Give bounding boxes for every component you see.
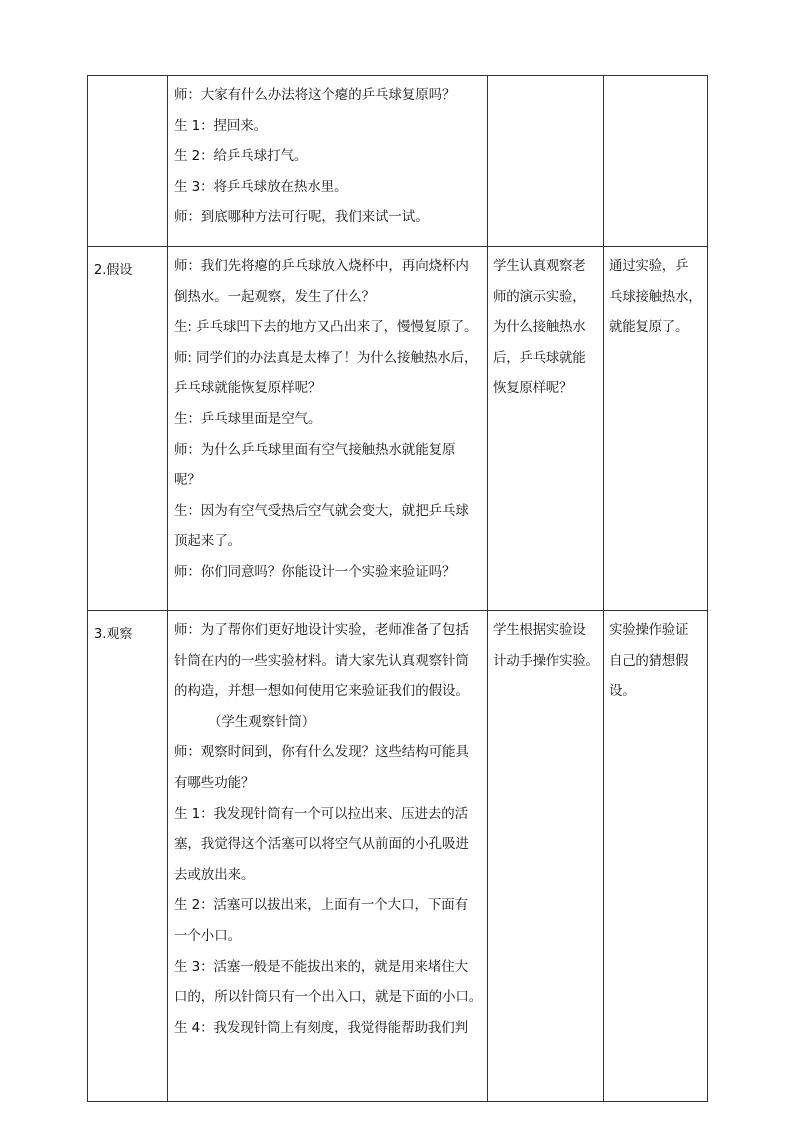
dialogue-line: 师：观察时间到，你有什么发现？这些结构可能具 (174, 744, 469, 761)
dialogue-line: 倒热水。一起观察，发生了什么？ (174, 288, 375, 305)
student-activity-line: 恢复原样呢？ (493, 380, 573, 397)
dialogue-line: 生 2：活塞可以拔出来，上面有一个大口，下面有 (174, 897, 469, 914)
dialogue-line: 生 1：我发现针筒有一个可以拉出来、压进去的活 (174, 805, 469, 822)
student-activity-cell (488, 76, 604, 247)
design-intent-line: 就能复原了。 (609, 319, 689, 336)
dialogue-line: 师：到底哪种方法可行呢，我们来试一试。 (174, 209, 429, 226)
dialogue-line: 生 3：活塞一般是不能拔出来的，就是用来堵住大 (174, 958, 469, 975)
design-intent-cell (604, 76, 708, 247)
table-row (88, 247, 708, 611)
dialogue-line: 生：乒乓球里面是空气。 (174, 410, 322, 427)
design-intent-line: 自己的猜想假 (609, 652, 689, 669)
stage-cell (88, 76, 168, 247)
dialogue-line: 有哪些功能？ (174, 774, 255, 791)
student-activity-line: 为什么接触热水 (493, 319, 586, 336)
teacher-student-dialogue-cell (168, 247, 488, 611)
dialogue-line: 师：为了帮你们更好地设计实验，老师准备了包括 (174, 622, 469, 638)
dialogue-line: 师：为什么乒乓球里面有空气接触热水就能复原 (174, 441, 456, 458)
student-activity-line: 师的演示实验， (493, 288, 586, 305)
dialogue-line: 塞，我觉得这个活塞可以将空气从前面的小孔吸进 (174, 836, 469, 853)
student-activity-line: 后，乒乓球就能 (493, 349, 586, 366)
student-activity-line: 计动手操作实验。 (493, 652, 599, 669)
dialogue-line: 顶起来了。 (174, 533, 241, 550)
design-intent-line: 通过实验，乒 (609, 258, 689, 274)
dialogue-line: （学生观察针筒） (208, 713, 316, 730)
table-row (88, 611, 708, 1102)
stage-cell: 3.观察 (88, 611, 168, 1102)
table-row (88, 76, 708, 247)
dialogue-line: 生 1：捏回来。 (174, 117, 268, 134)
teacher-student-dialogue-cell (168, 611, 488, 1102)
dialogue-line: 乒乓球就能恢复原样呢？ (174, 380, 322, 397)
design-intent-line: 实验操作验证 (609, 622, 689, 638)
stage-cell: 2.假设 (88, 247, 168, 611)
dialogue-line: 师: 同学们的办法真是太棒了！为什么接触热水后， (174, 349, 478, 366)
design-intent-line: 乓球接触热水， (609, 288, 702, 305)
student-activity-cell (488, 611, 604, 1102)
dialogue-line: 针筒在内的一些实验材料。请大家先认真观察针筒 (174, 652, 469, 669)
dialogue-line: 的构造，并想一想如何使用它来验证我们的假设。 (174, 683, 469, 700)
dialogue-line: 生：因为有空气受热后空气就会变大，就把乒乓球 (174, 502, 469, 519)
dialogue-line: 师：你们同意吗？你能设计一个实验来验证吗？ (174, 563, 456, 580)
dialogue-line: 师：大家有什么办法将这个瘪的乒乓球复原吗？ (174, 87, 456, 103)
dialogue-line: 师：我们先将瘪的乒乓球放入烧杯中，再向烧杯内 (174, 258, 469, 274)
dialogue-line: 生 2：给乒乓球打气。 (174, 148, 308, 165)
student-activity-cell (488, 247, 604, 611)
dialogue-line: 口的，所以针筒只有一个出入口，就是下面的小口。 (174, 989, 483, 1006)
design-intent-cell (604, 247, 708, 611)
dialogue-line: 生: 乒乓球凹下去的地方又凸出来了，慢慢复原了。 (174, 319, 478, 336)
dialogue-line: 生 3：将乒乓球放在热水里。 (174, 178, 348, 195)
teacher-student-dialogue-cell (168, 76, 488, 247)
student-activity-line: 学生认真观察老 (493, 258, 586, 274)
lesson-plan-table (87, 75, 708, 1102)
design-intent-line: 设。 (609, 683, 636, 700)
dialogue-line: 生 4：我发现针筒上有刻度，我觉得能帮助我们判 (174, 1019, 469, 1036)
design-intent-cell (604, 611, 708, 1102)
dialogue-line: 呢？ (174, 472, 201, 489)
student-activity-line: 学生根据实验设 (493, 622, 586, 638)
dialogue-line: 去或放出来。 (174, 866, 255, 883)
dialogue-line: 一个小口。 (174, 927, 241, 944)
